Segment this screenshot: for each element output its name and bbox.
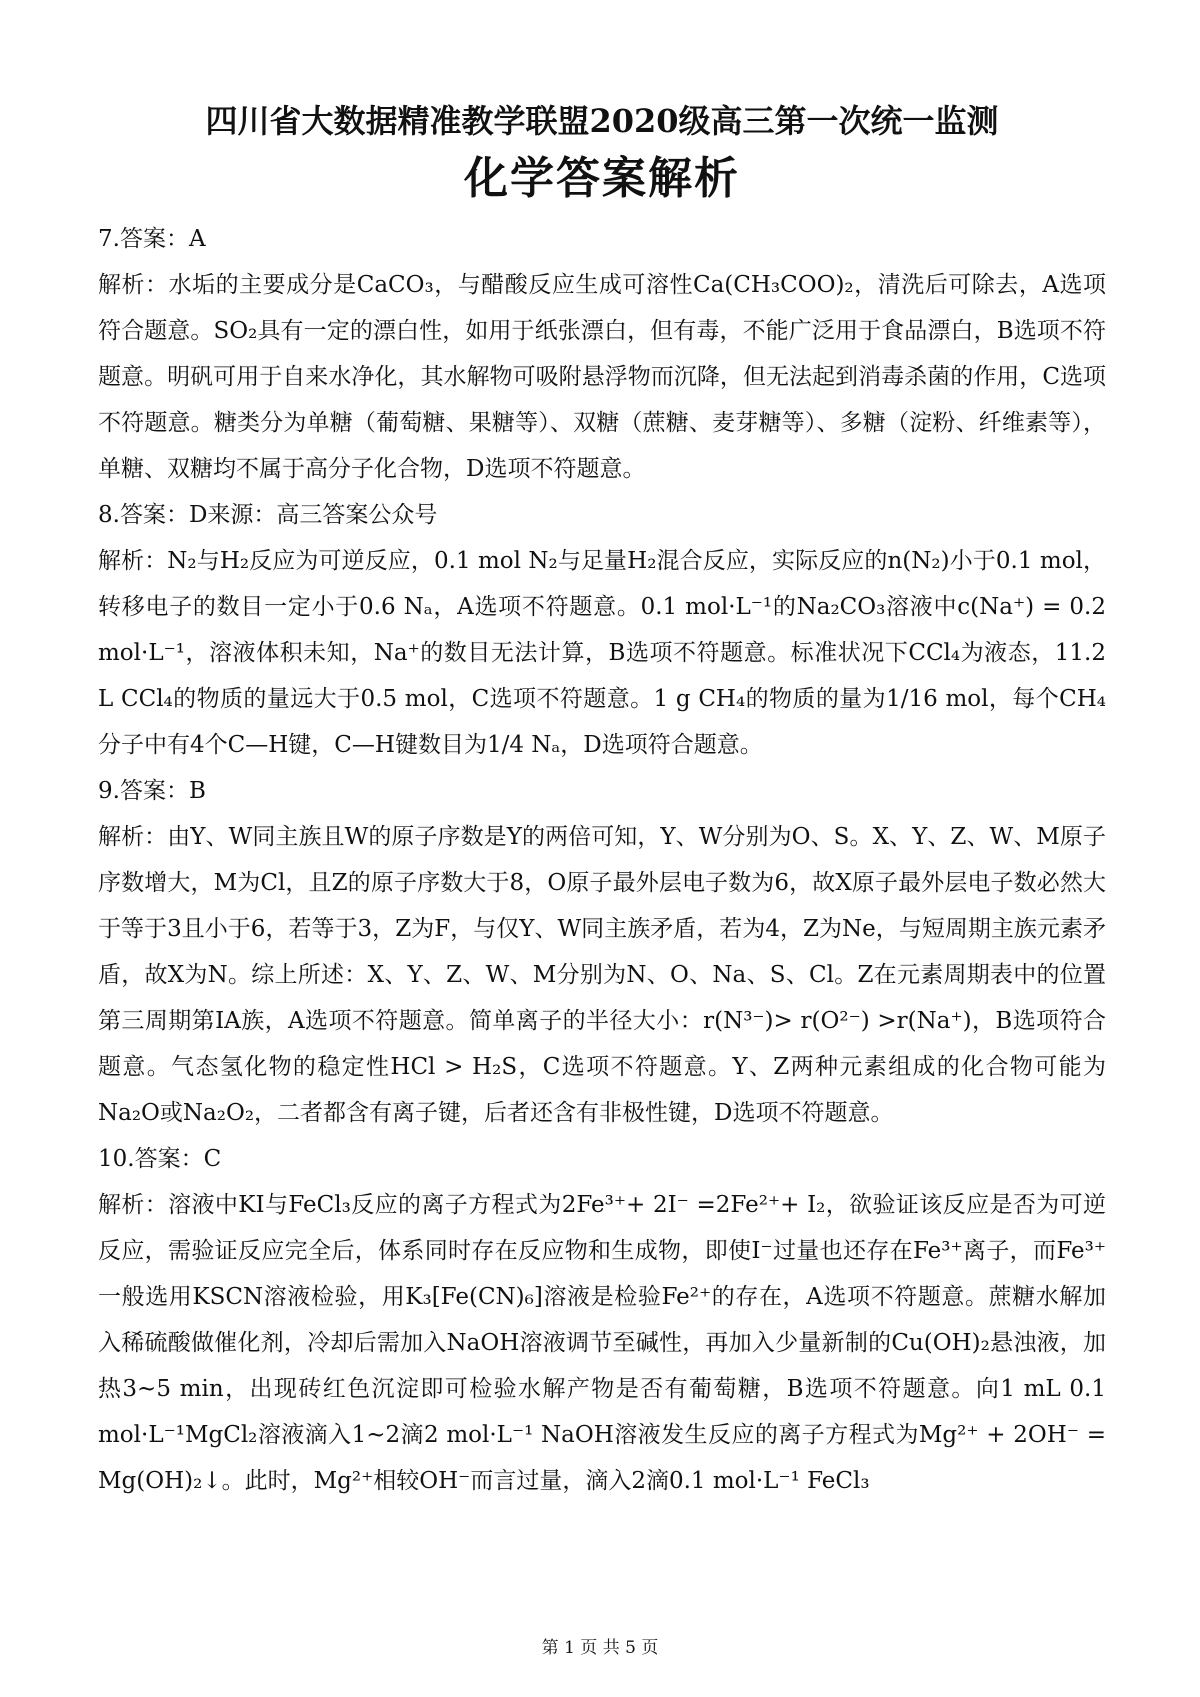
question-9 [98,768,1106,1136]
analysis-paragraph: 解析：溶液中KI与FeCl₃反应的离子方程式为2Fe³⁺+ 2I⁻ =2Fe²⁺+ I₂，欲验证该反应是否为可逆反应，需验证反应完全后，体系同时存在反应物和生成物，即使I⁻过量也还存在Fe³⁺离子，而Fe³⁺一般选用KSCN溶液检验，用K₃[Fe(CN)₆]溶液是检验Fe²⁺的存在，A选项不符题意。蔗糖水解加入稀硫酸做催化剂，冷却后需加入NaOH溶液调节至碱性，再加入少量新制的Cu(OH)₂悬浊液，加热3~5 min，出现砖红色沉淀即可检验水解产物是否有葡萄糖，B选项不符题意。向1 mL 0.1 mol·L⁻¹MgCl₂溶液滴入1~2滴2 mol·L⁻¹ NaOH溶液发生反应的离子方程式为Mg²⁺ + 2OH⁻ = Mg(OH)₂↓。此时，Mg²⁺相较OH⁻而言过量，滴入2滴0.1 mol·L⁻¹ FeCl₃ [98,1192,1106,1494]
answer-line: 9.答案：B [98,778,206,804]
question-8 [98,492,1106,768]
document-page [98,96,1106,1504]
analysis-paragraph: 解析：水垢的主要成分是CaCO₃，与醋酸反应生成可溶性Ca(CH₃COO)₂，清洗后可除去，A选项符合题意。SO₂具有一定的漂白性，如用于纸张漂白，但有毒，不能广泛用于食品漂白，B选项不符题意。明矾可用于自来水净化，其水解物可吸附悬浮物而沉降，但无法起到消毒杀菌的作用，C选项不符题意。糖类分为单糖（葡萄糖、果糖等）、双糖（蔗糖、麦芽糖等）、多糖（淀粉、纤维素等），单糖、双糖均不属于高分子化合物，D选项不符题意。 [98,272,1106,482]
exam-title: 四川省大数据精准教学联盟2020级高三第一次统一监测 [205,102,999,140]
analysis-paragraph: 解析：由Y、W同主族且W的原子序数是Y的两倍可知，Y、W分别为O、S。X、Y、Z、W、M原子序数增大，M为Cl，且Z的原子序数大于8，O原子最外层电子数为6，故X原子最外层电子数必然大于等于3且小于6，若等于3，Z为F，与仅Y、W同主族矛盾，若为4，Z为Ne，与短周期主族元素矛盾，故X为N。综上所述：X、Y、Z、W、M分别为N、O、Na、S、Cl。Z在元素周期表中的位置第三周期第IA族，A选项不符题意。简单离子的半径大小：r(N³⁻)> r(O²⁻) >r(Na⁺)，B选项符合题意。气态氢化物的稳定性HCl > H₂S，C选项不符题意。Y、Z两种元素组成的化合物可能为Na₂O或Na₂O₂，二者都含有离子键，后者还含有非极性键，D选项不符题意。 [98,824,1106,1126]
page-number: 第 1 页 共 5 页 [541,1638,659,1658]
answer-line: 10.答案：C [98,1146,222,1172]
answer-line: 7.答案：A [98,226,206,252]
question-7 [98,216,1106,492]
answer-line: 8.答案：D来源：高三答案公众号 [98,502,438,528]
document-subtitle: 化学答案解析 [464,153,740,204]
analysis-paragraph: 解析：N₂与H₂反应为可逆反应，0.1 mol N₂与足量H₂混合反应，实际反应的n(N₂)小于0.1 mol，转移电子的数目一定小于0.6 Nₐ，A选项不符题意。0.1 mol·L⁻¹的Na₂CO₃溶液中c(Na⁺) = 0.2 mol·L⁻¹，溶液体积未知，Na⁺的数目无法计算，B选项不符题意。标准状况下CCl₄为液态，11.2 L CCl₄的物质的量远大于0.5 mol，C选项不符题意。1 g CH₄的物质的量为1/16 mol，每个CH₄分子中有4个C—H键，C—H键数目为1/4 Nₐ，D选项符合题意。 [98,548,1106,758]
question-10 [98,1136,1106,1504]
